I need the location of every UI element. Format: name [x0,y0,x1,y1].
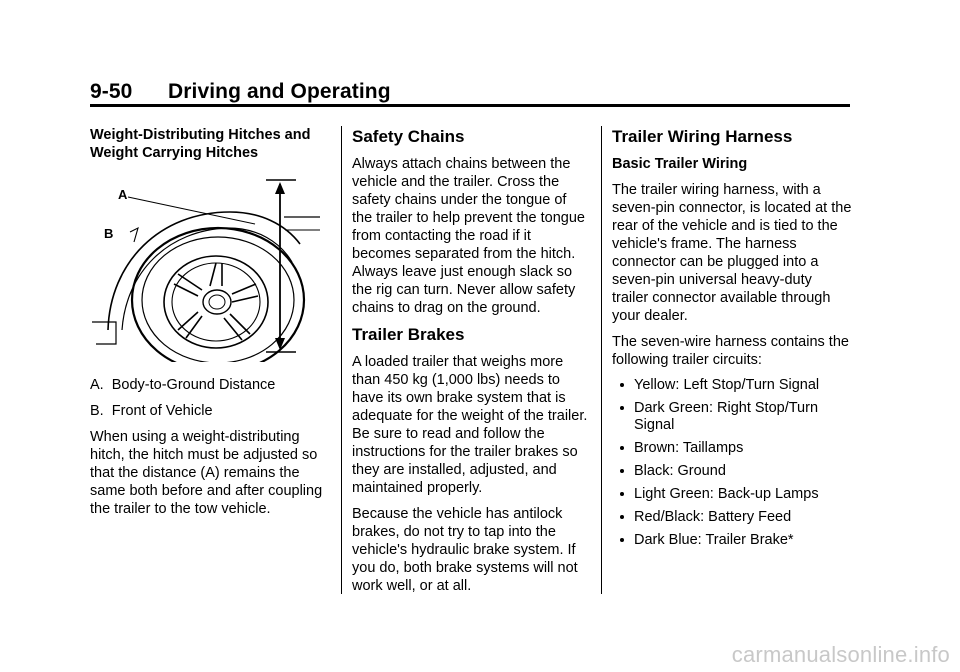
page-header [90,80,391,104]
bullet-icon [620,446,624,450]
bullet-icon [620,406,624,410]
trailer-brakes-paragraph: A loaded trailer that weighs more than 450 kg (1,000 lbs) needs to have its own brake system that is adequate for the weight of the trailer. Be sure to read and follow the instructions for the trailer brakes so they are installed, adjusted, and maintained properly. [352,354,588,496]
list-item: Brown: Taillamps [612,440,852,457]
column-hitches [90,126,330,526]
header-rule [90,104,850,107]
wiring-harness-heading: Trailer Wiring Harness [612,127,793,146]
bullet-icon [620,492,624,496]
list-item: Light Green: Back-up Lamps [612,486,852,503]
figure-label-b: B [104,226,114,241]
section-title: Driving and Operating [168,80,391,103]
bullet-icon [620,538,624,542]
list-item: Yellow: Left Stop/Turn Signal [612,377,852,394]
watermark: carmanualsonline.info [731,642,950,667]
hitches-paragraph: When using a weight-distributing hitch, the hitch must be adjusted so that the distance (A) remains the same both before and after coupling the trailer to the tow vehicle. [90,429,323,517]
safety-chains-heading: Safety Chains [352,127,465,146]
circuit-list [612,377,852,549]
basic-wiring-subhead: Basic Trailer Wiring [612,156,748,172]
column-divider-1 [341,126,342,594]
wiring-paragraph: The trailer wiring harness, with a seven-pin connector, is located at the rear of the vehicle and is tied to the vehicle's frame. The harness connector can be plugged into a seven-pin universal heavy-duty trailer connector available through your dealer. [612,182,852,324]
caption-a: A. Body-to-Ground Distance [90,377,276,393]
safety-chains-paragraph: Always attach chains between the vehicle and the trailer. Cross the safety chains under the tongue of the trailer to help prevent the tongue from contacting the road if it becomes separated from the hitch. Always leave just enough slack so the rig can turn. Never allow safety chains to drag on the ground. [352,156,585,316]
rim-outline [164,256,268,348]
bullet-icon [620,515,624,519]
hitches-subhead: Weight-Distributing Hitches and Weight Carrying Hitches [90,127,311,161]
antilock-paragraph: Because the vehicle has antilock brakes, do not try to tap into the vehicle's hydraulic brake system. If you do, both brake systems will not work well, or at all. [352,506,578,594]
wheel-diagram [90,172,330,362]
list-item: Black: Ground [612,463,852,480]
caption-b: B. Front of Vehicle [90,403,213,419]
bullet-icon [620,383,624,387]
list-item: Dark Blue: Trailer Brake* [612,532,852,549]
figure-label-a: A [118,187,128,202]
column-wiring [612,127,852,555]
column-divider-2 [601,126,602,594]
list-item: Dark Green: Right Stop/Turn Signal [612,400,852,434]
circuits-intro: The seven-wire harness contains the following trailer circuits: [612,334,849,368]
trailer-brakes-heading: Trailer Brakes [352,325,465,344]
column-chains-brakes [352,127,590,603]
list-item: Red/Black: Battery Feed [612,509,852,526]
bullet-icon [620,469,624,473]
page-number: 9-50 [90,80,133,103]
